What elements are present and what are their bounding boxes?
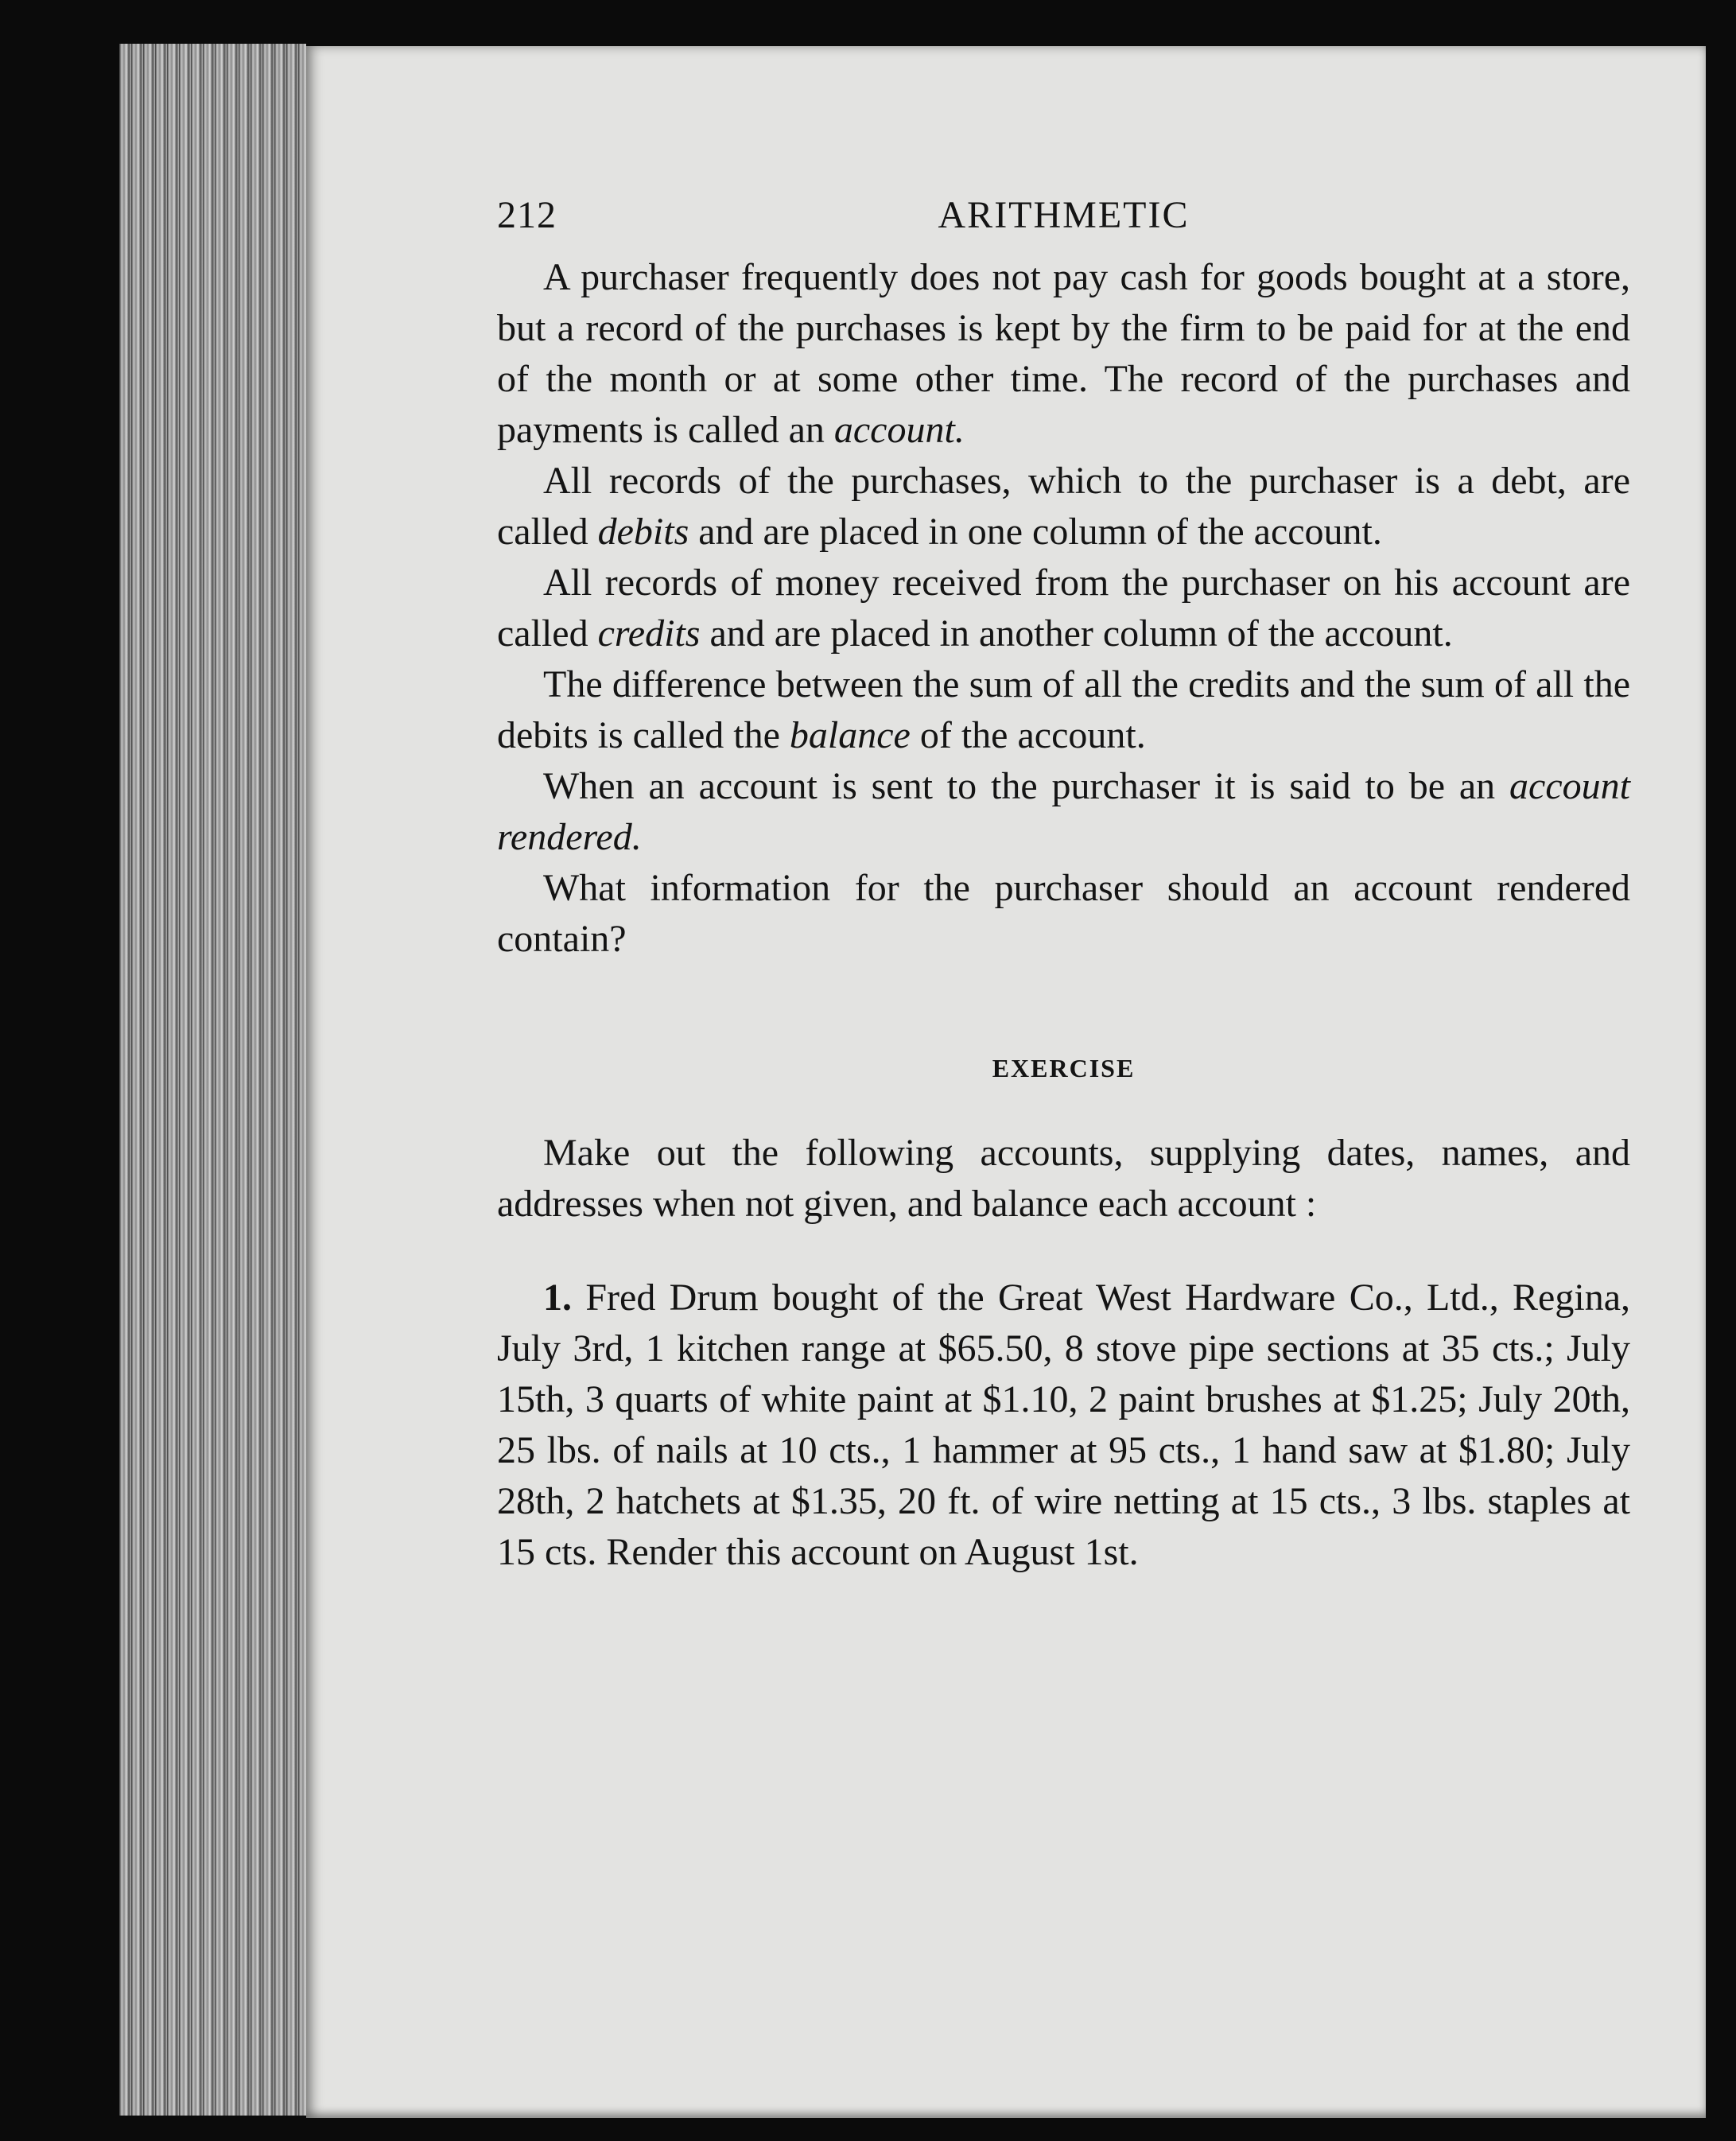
paragraph-text: When an account is sent to the purchaser it is said to be an [543,765,1510,807]
term-account: account. [833,409,965,451]
term-balance: balance [789,714,911,756]
exercise-item-number: 1. [543,1276,572,1319]
paragraph-account-rendered [497,761,1630,863]
exercise-item-1 [497,1273,1630,1578]
paragraph-text: and are placed in another column of the account. [700,612,1453,655]
exercise-item-text: Fred Drum bought of the Great West Hardware Co., Ltd., Regina, July 3rd, 1 kitchen range at $65.50, 8 stove pipe sections at 35 cts.; July 15th, 3 quarts of white paint at $1.10, 2 paint brushes at $1.25; July 20th, 25 lbs. of nails at 10 cts., 1 hammer at 95 cts., 1 hand saw at $1.80; July 28th, 2 hatchets at $1.35, 20 ft. of wire netting at 15 cts., 3 lbs. staples at 15 cts. Render this account on August 1st. [497,1276,1630,1573]
book-page [306,46,1706,2118]
paragraph-text: The difference between the sum of all the credits and the sum of all the debits is called the [497,663,1630,756]
exercise-heading: EXERCISE [992,1054,1136,1082]
page-number: 212 [497,194,557,236]
term-debits: debits [597,511,689,553]
paragraph-text: All records of the purchases, which to the purchaser is a debt, are called [497,460,1630,553]
running-title: ARITHMETIC [938,194,1190,236]
paragraph-account [497,252,1630,456]
paragraph-text: A purchaser frequently does not pay cash for goods bought at a store, but a record of the purchases is kept by the firm to be paid for at the end of the month or at some other time. The record of the purchases and payments is called an [497,256,1630,451]
paragraph-text: and are placed in one column of the account. [689,511,1382,553]
paragraph-question: What information for the purchaser should an account rendered contain? [497,867,1630,960]
book-page-edges [119,44,306,2116]
page-content [497,193,1630,1578]
paragraph-debits [497,456,1630,558]
paragraph-text: of the account. [910,714,1146,756]
exercise-intro: Make out the following accounts, supplying dates, names, and addresses when not given, and balance each account : [497,1132,1630,1225]
paragraph-credits [497,558,1630,659]
term-credits: credits [597,612,701,655]
term-account-rendered: account rendered. [497,765,1630,858]
paragraph-balance [497,659,1630,761]
paragraph-text: All records of money received from the purchaser on his account are called [497,561,1630,655]
page-header [497,193,1630,252]
